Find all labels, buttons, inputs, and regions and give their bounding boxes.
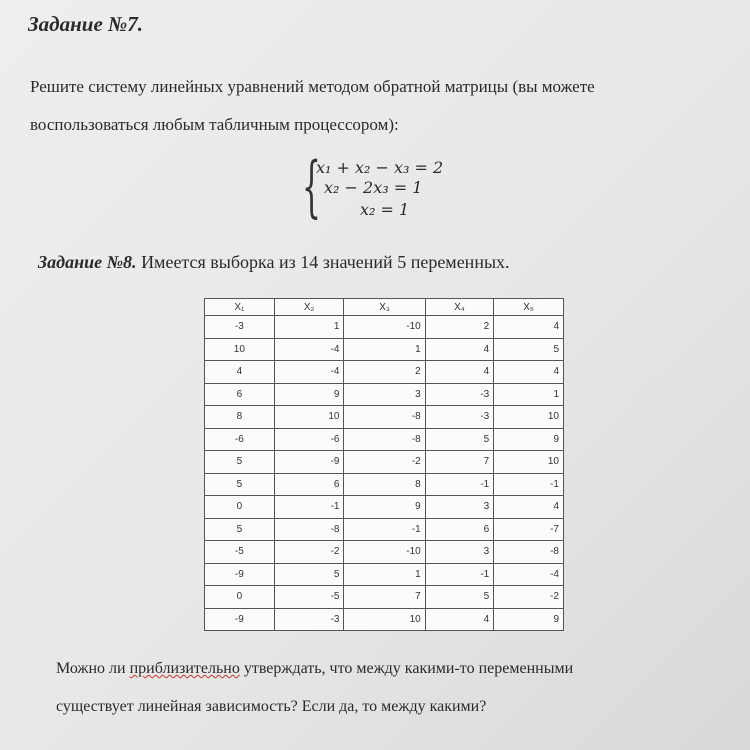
table-cell: 4 — [494, 361, 564, 384]
table-cell: 10 — [205, 338, 275, 361]
table-row — [205, 586, 564, 609]
table-row — [205, 518, 564, 541]
task8-question — [56, 650, 716, 726]
table-cell: 4 — [425, 338, 493, 361]
table-cell: 7 — [344, 586, 425, 609]
table-cell: -5 — [205, 541, 275, 564]
table-cell: -6 — [205, 428, 275, 451]
table-cell: -10 — [344, 316, 425, 339]
column-header: X₄ — [425, 299, 493, 316]
table-cell: 5 — [205, 518, 275, 541]
table-cell: 4 — [425, 361, 493, 384]
table-cell: 1 — [344, 563, 425, 586]
column-header: X₅ — [494, 299, 564, 316]
table-cell: 5 — [205, 473, 275, 496]
table-cell: 10 — [344, 608, 425, 631]
table-cell: -8 — [344, 406, 425, 429]
task8-subtitle: Имеется выборка из 14 значений 5 переменных. — [141, 252, 510, 272]
table-cell: 5 — [205, 451, 275, 474]
task8-title: Задание №8. — [38, 252, 137, 272]
table-cell: 8 — [344, 473, 425, 496]
equation-system — [302, 148, 472, 225]
table-row — [205, 473, 564, 496]
table-cell: 0 — [205, 586, 275, 609]
table-cell: 10 — [494, 451, 564, 474]
equation-2: x₂ − 2x₃ = 1 — [324, 178, 423, 197]
table-cell: 3 — [344, 383, 425, 406]
table-cell: -3 — [205, 316, 275, 339]
table-row — [205, 563, 564, 586]
data-table — [204, 298, 564, 631]
table-cell: -4 — [494, 563, 564, 586]
table-cell: 4 — [494, 496, 564, 519]
equation-3: x₂ = 1 — [360, 200, 410, 219]
question-line2: существует линейная зависимость? Если да, то между какими? — [56, 698, 487, 715]
table-cell: 6 — [274, 473, 344, 496]
table-cell: 1 — [494, 383, 564, 406]
table-cell: 5 — [425, 428, 493, 451]
table-header-row — [205, 299, 564, 316]
table-row — [205, 608, 564, 631]
table-cell: -8 — [274, 518, 344, 541]
table-cell: 4 — [425, 608, 493, 631]
task7-text-line2: воспользоваться любым табличным процессором): — [30, 115, 399, 134]
table-cell: 10 — [494, 406, 564, 429]
table-cell: 1 — [274, 316, 344, 339]
table-cell: -2 — [274, 541, 344, 564]
table-cell: -1 — [494, 473, 564, 496]
table-cell: 5 — [494, 338, 564, 361]
table-row — [205, 316, 564, 339]
table-row — [205, 496, 564, 519]
table-cell: 6 — [205, 383, 275, 406]
table-cell: 3 — [425, 496, 493, 519]
table-cell: 10 — [274, 406, 344, 429]
table-cell: -8 — [494, 541, 564, 564]
table-row — [205, 361, 564, 384]
table-cell: -1 — [274, 496, 344, 519]
table-cell: -3 — [274, 608, 344, 631]
table-cell: -1 — [344, 518, 425, 541]
task7-text — [30, 68, 730, 144]
question-part2: утверждать, что между какими-то переменными — [239, 660, 574, 677]
table-cell: -6 — [274, 428, 344, 451]
table-cell: 2 — [344, 361, 425, 384]
table-cell: -1 — [425, 473, 493, 496]
table-cell: 8 — [205, 406, 275, 429]
task8-heading — [38, 252, 510, 273]
question-part1: Можно ли — [56, 660, 130, 677]
table-cell: 2 — [425, 316, 493, 339]
table-cell: -3 — [425, 406, 493, 429]
table-cell: 9 — [344, 496, 425, 519]
table-cell: 5 — [274, 563, 344, 586]
question-line1 — [56, 650, 716, 688]
table-cell: -7 — [494, 518, 564, 541]
column-header: X₃ — [344, 299, 425, 316]
table-row — [205, 383, 564, 406]
table-cell: -9 — [274, 451, 344, 474]
table-cell: 9 — [494, 608, 564, 631]
table-row — [205, 541, 564, 564]
table-cell: 3 — [425, 541, 493, 564]
table-cell: 9 — [494, 428, 564, 451]
table-cell: 4 — [205, 361, 275, 384]
table-row — [205, 451, 564, 474]
table-cell: -4 — [274, 361, 344, 384]
table-cell: -5 — [274, 586, 344, 609]
table-cell: -9 — [205, 563, 275, 586]
spellcheck-word: приблизительно — [129, 660, 240, 677]
table-cell: 9 — [274, 383, 344, 406]
column-header: X₁ — [205, 299, 275, 316]
table-cell: 6 — [425, 518, 493, 541]
table-cell: -2 — [494, 586, 564, 609]
table-cell: -1 — [425, 563, 493, 586]
table-cell: -3 — [425, 383, 493, 406]
column-header: X₂ — [274, 299, 344, 316]
task7-text-line1: Решите систему линейных уравнений методом обратной матрицы (вы можете — [30, 77, 595, 96]
equation-1: x₁ + x₂ − x₃ = 2 — [316, 158, 444, 177]
table-row — [205, 406, 564, 429]
table-cell: -8 — [344, 428, 425, 451]
left-brace-icon: { — [302, 148, 321, 225]
table-cell: 7 — [425, 451, 493, 474]
table-cell: -4 — [274, 338, 344, 361]
table-cell: -10 — [344, 541, 425, 564]
table-row — [205, 428, 564, 451]
table-body — [205, 316, 564, 631]
table-row — [205, 338, 564, 361]
table-cell: -2 — [344, 451, 425, 474]
table-cell: 0 — [205, 496, 275, 519]
table-cell: 1 — [344, 338, 425, 361]
task7-title: Задание №7. — [28, 12, 143, 36]
table-cell: -9 — [205, 608, 275, 631]
table-cell: 4 — [494, 316, 564, 339]
table-cell: 5 — [425, 586, 493, 609]
